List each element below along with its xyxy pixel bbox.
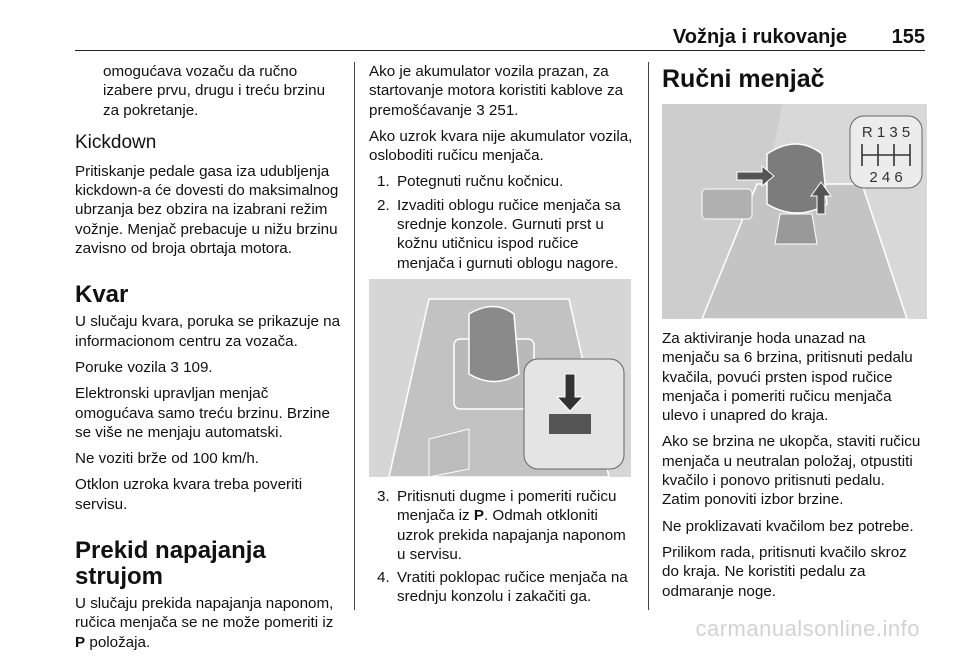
release-paragraph: Ako uzrok kvara nije akumulator vozila, osloboditi ručicu menjača.: [369, 127, 633, 165]
reference-arrow-icon: 3: [476, 101, 485, 119]
steps-list: [369, 172, 637, 272]
kvar-paragraph: Ne voziti brže od 100 km/h.: [75, 450, 260, 468]
column-2: [369, 62, 637, 613]
battery-paragraph: Ako je akumulator vozila prazan, za startovanje motora koristiti kablove za premošćavanje 3 251.: [369, 63, 624, 119]
kvar-paragraph: Otklon uzroka kvara treba poveriti servisu.: [75, 476, 303, 513]
section-title: Vožnja i rukovanje: [672, 26, 847, 48]
list-item: 2. Izvaditi oblogu ručice menjača sa srednje konzole. Gurnuti prst u kožnu utičnicu ispod ručice menjača i gurnuti oblogu nagore.: [377, 196, 621, 272]
clutch-paragraph: Ne proklizavati kvačilom bez potrebe.: [662, 517, 914, 535]
kickdown-paragraph: Pritiskanje pedale gasa iza udubljenja kickdown-a će dovesti do maksimalnog ubrzanja bez obzira na izabrani režim vožnje. Menjač prebacuje u nižu brzinu zavisno od broja obrtaja motora.: [75, 162, 339, 258]
kvar-heading: Kvar: [75, 281, 129, 309]
manual-gear-lever-illustration: [662, 104, 927, 319]
column-divider: [648, 62, 649, 610]
list-item: 3. Pritisnuti dugme i pomeriti ručicu menjača iz P. Odmah otkloniti uzrok prekida napajanja naponom u servisu.: [377, 487, 626, 563]
list-item: 1. Potegnuti ručnu kočnicu.: [377, 173, 564, 191]
column-divider: [354, 62, 355, 610]
header-rule: [75, 50, 925, 51]
reference-link[interactable]: 251.: [488, 101, 519, 119]
watermark: carmanualsonline.info: [695, 616, 920, 641]
shift-lever-release-illustration: [369, 279, 631, 477]
kvar-paragraph: Elektronski upravljan menjač omogućava samo treću brzinu. Brzine se više ne menjaju automatski.: [75, 385, 330, 441]
manual-gearbox-heading: Ručni menjač: [662, 65, 825, 93]
clutch-paragraph: Prilikom rada, pritisnuti kvačilo skroz do kraja. Ne koristiti pedalu za odmaranje noge.: [662, 543, 907, 600]
kickdown-heading: Kickdown: [75, 131, 157, 153]
kvar-reference: Poruke vozila 3 109.: [75, 358, 213, 376]
reference-link[interactable]: 109.: [183, 358, 213, 376]
gear-pattern-bottom: 2 4 6: [869, 169, 903, 186]
column-3: [662, 62, 927, 608]
page-header: [75, 22, 925, 48]
kvar-paragraph: U slučaju kvara, poruka se prikazuje na informacionom centru za vozača.: [75, 313, 341, 350]
gear-pattern-top: R 1 3 5: [861, 124, 911, 141]
steps-list-continued: [369, 487, 637, 607]
reference-arrow-icon: 3: [170, 358, 179, 376]
list-item: 4. Vratiti poklopac ručice menjača na srednju konzolu i zakačiti ga.: [377, 569, 628, 606]
prekid-heading: Prekid napajanja strujom: [75, 537, 266, 591]
continued-paragraph: omogućava vozaču da ručno izabere prvu, drugu i treću brzinu za pokretanje.: [103, 63, 326, 119]
gear-paragraph: Ako se brzina ne ukopča, staviti ručicu menjača u neutralan položaj, otpustiti kvačilo i ponovo pritisnuti pedalu. Zatim ponoviti izbor brzine.: [662, 433, 921, 509]
reverse-paragraph: Za aktiviranje hoda unazad na menjaču sa 6 brzina, pritisnuti pedalu kvačila, povući prsten ispod ručice menjača i pomeriti ručicu menjača ulevo i unapred do kraja.: [662, 330, 913, 425]
prekid-paragraph: U slučaju prekida napajanja naponom, ručica menjača se ne može pomeriti iz P položaja.: [75, 595, 334, 651]
column-1: [75, 62, 343, 659]
page-number: 155: [891, 26, 925, 48]
